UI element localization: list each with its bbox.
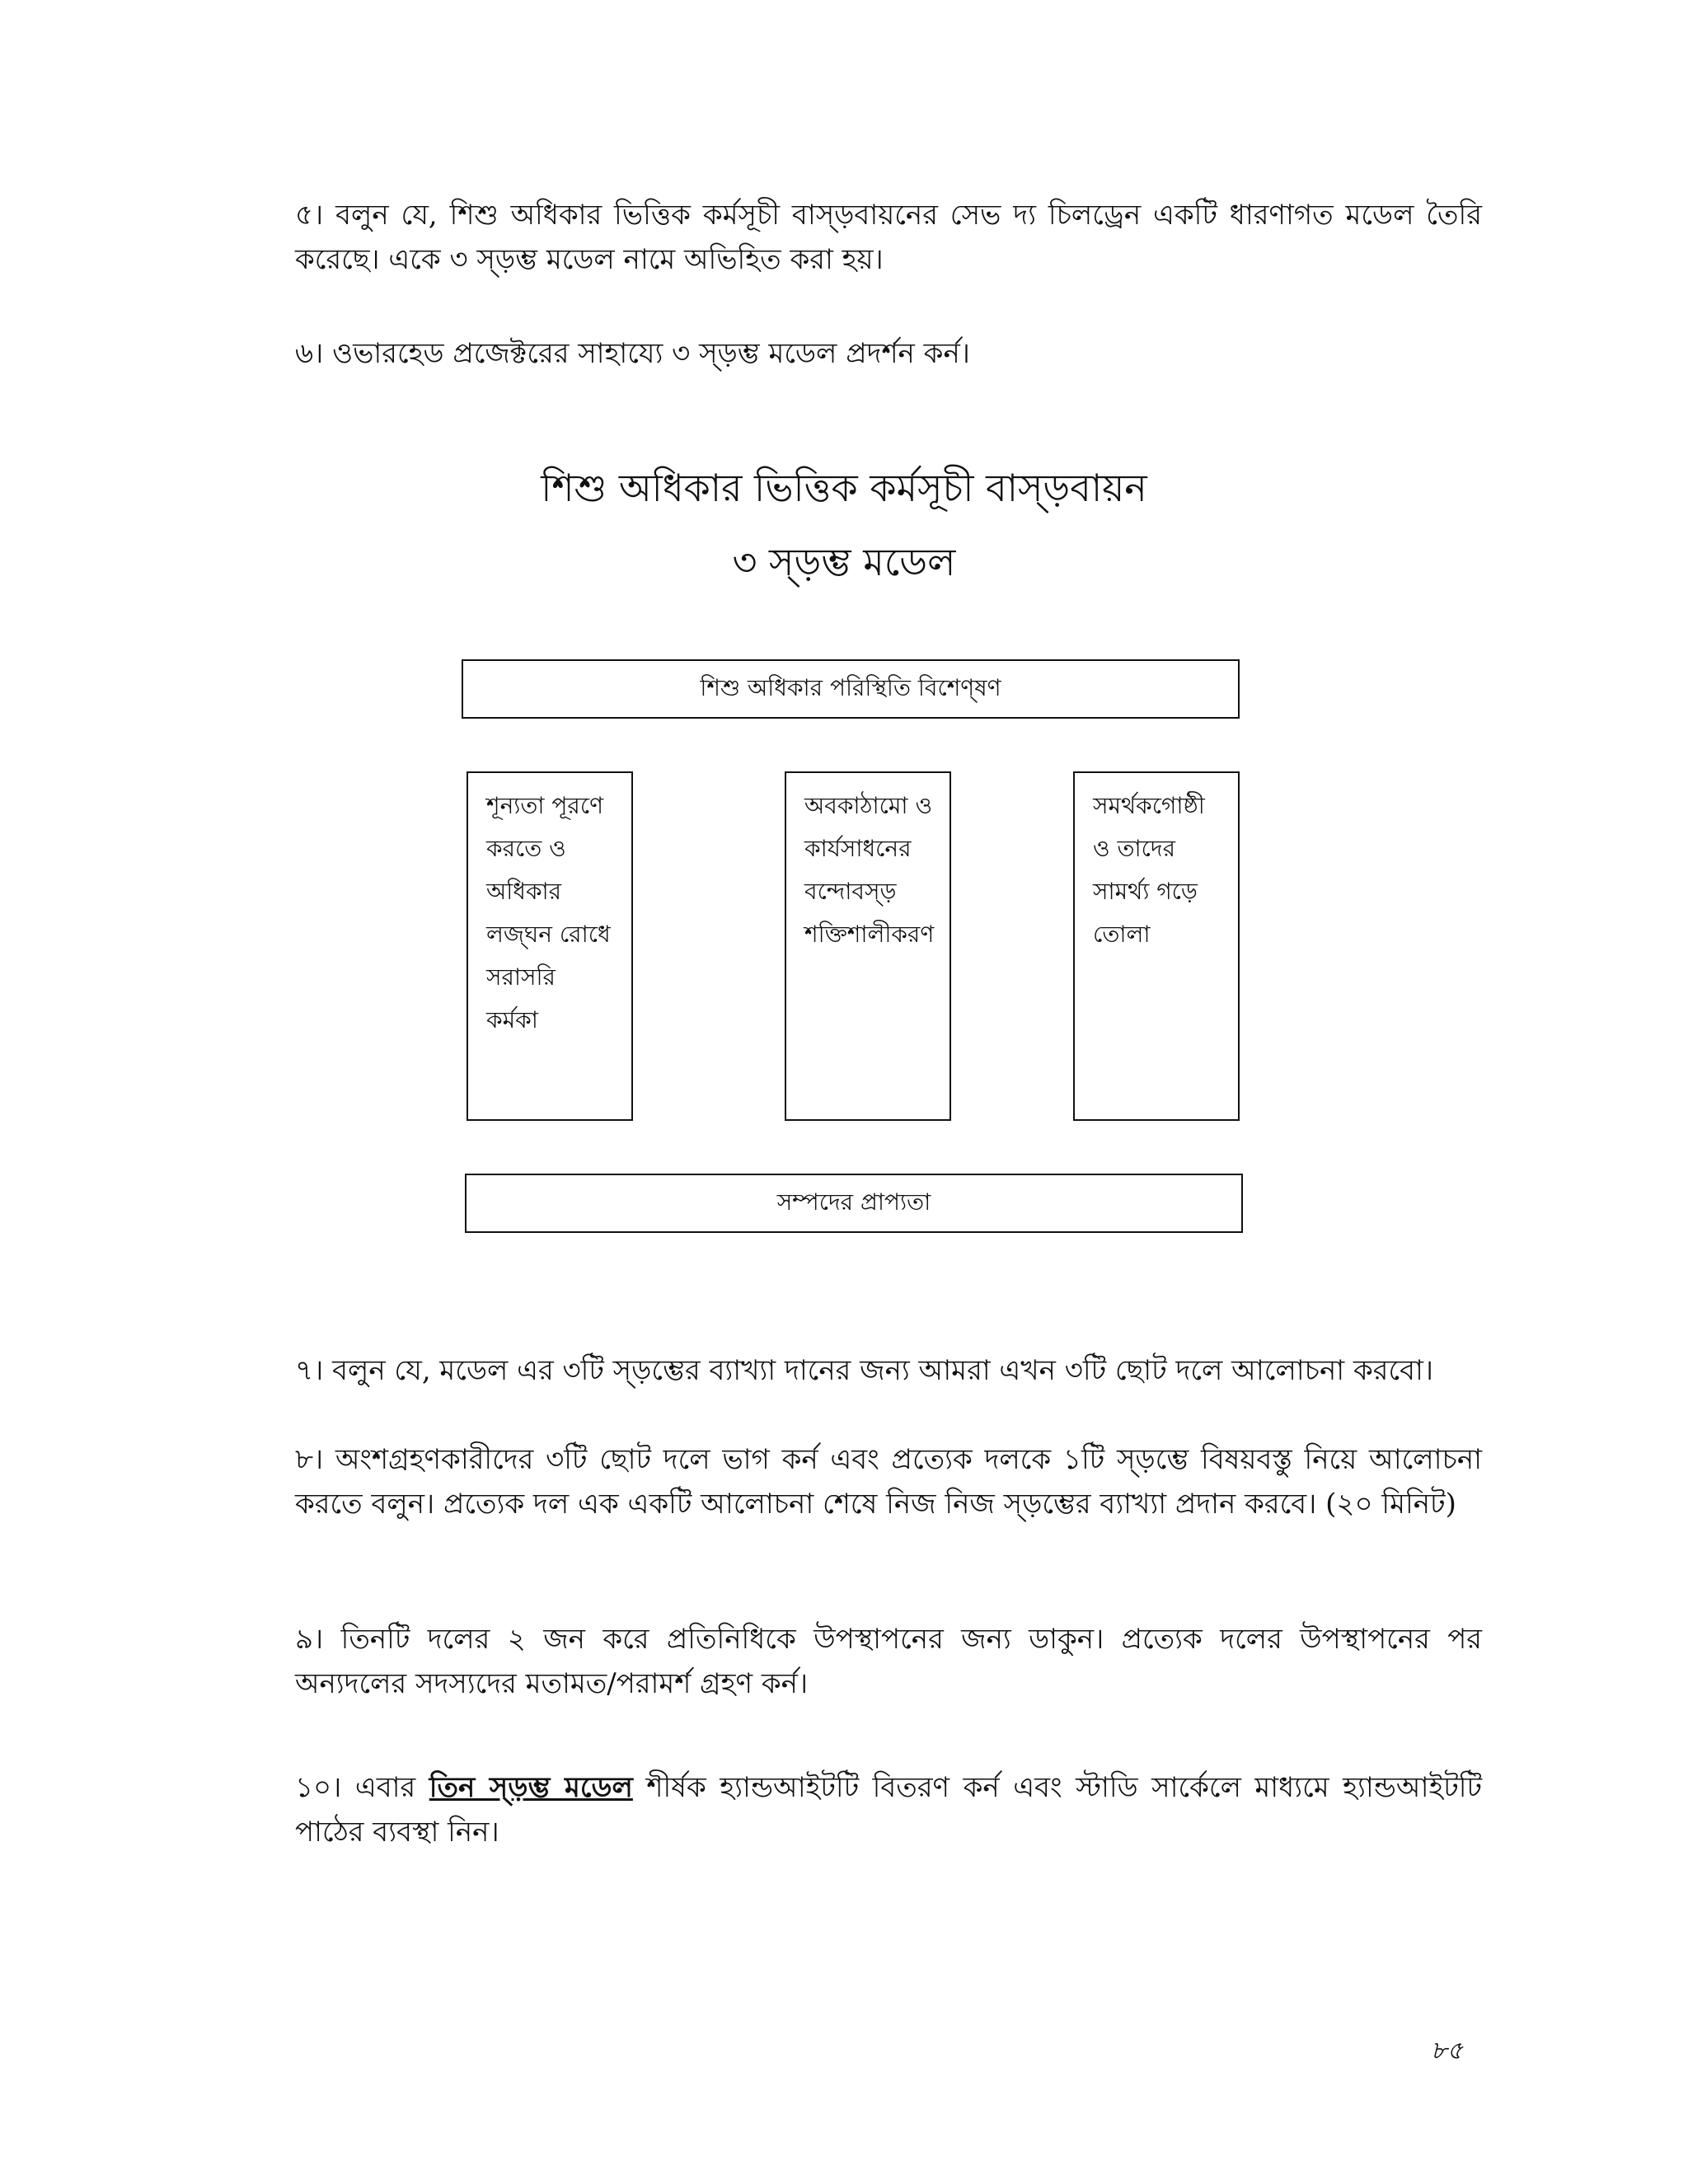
pillar-1-line-3: অধিকার — [486, 878, 562, 905]
diagram-title: শিশু অধিকার ভিত্তিক কর্মসূচী বাস্ড়বায়ন — [541, 466, 1147, 510]
pillar-2-line-2: কার্যসাধনের — [804, 835, 912, 862]
instruction-step-8: ৮। অংশগ্রহণকারীদের ৩টি ছোট দলে ভাগ কর্ন এবং প্রত্যেক দলকে ১টি স্ড়ম্ভে বিষয়বস্তু নিয়ে আলোচনা করতে বলুন। প্রত্যেক দল এক একটি আলোচনা শেষে নিজ নিজ স্ড়ম্ভের ব্যাখ্যা প্রদান করবে। (২০ মিনিট) — [295, 1443, 1482, 1521]
instruction-step-5: ৫। বলুন যে, শিশু অধিকার ভিত্তিক কর্মসূচী বাস্ড়বায়নের সেভ দ্য চিলড্রেন একটি ধারণাগত মডেল তৈরি করেছে। একে ৩ স্ড়ম্ভ মডেল নামে অভিহিত করা হয়। — [295, 199, 1482, 276]
pillar-3-line-2: ও তাদের — [1093, 835, 1176, 862]
resource-availability-label: সম্পদের প্রাপ্যতা — [776, 1188, 931, 1216]
step-10-suffix: শীর্ষক হ্যান্ডআইটটি বিতরণ কর্ন এবং স্টাডি সার্কেলে মাধ্যমে হ্যান্ডআইটটি পাঠের ব্যবস্থা নিন। — [295, 1771, 1482, 1849]
three-pillar-model-emphasis: তিন স্ড়ম্ভ মডেল — [429, 1771, 633, 1804]
pillar-3-line-4: তোলা — [1093, 921, 1151, 948]
pillar-2-line-4: শক্তিশালীকরণ — [804, 921, 935, 948]
instruction-step-9: ৯। তিনটি দলের ২ জন করে প্রতিনিধিকে উপস্থাপনের জন্য ডাকুন। প্রত্যেক দলের উপস্থাপনের পর অন্যদলের সদস্যদের মতামত/পরামর্শ গ্রহণ কর্ন। — [295, 1623, 1482, 1700]
pillar-direct-action — [467, 771, 633, 1121]
instruction-step-10 — [295, 1765, 1482, 1854]
step-10-prefix: ১০। এবার — [295, 1771, 429, 1804]
situation-analysis-label: শিশু অধিকার পরিস্থিতি বিশেণ্ষণ — [700, 673, 1001, 701]
pillar-1-line-6: কর্মকা — [486, 1006, 538, 1033]
pillar-3-line-3: সামর্থ্য গড়ে — [1093, 878, 1198, 905]
instruction-step-7: ৭। বলুন যে, মডেল এর ৩টি স্ড়ম্ভের ব্যাখ্যা দানের জন্য আমরা এখন ৩টি ছোট দলে আলোচনা করবো। — [295, 1354, 1434, 1387]
pillar-1-line-5: সরাসরি — [486, 963, 556, 991]
pillar-1-line-4: লজ্ঘন রোধে — [486, 921, 611, 948]
pillar-1-line-2: করতে ও — [486, 835, 566, 862]
pillar-infrastructure — [785, 771, 951, 1121]
pillar-support-groups — [1073, 771, 1240, 1121]
page-number: ৮৫ — [1431, 2036, 1463, 2065]
instruction-step-6: ৬। ওভারহেড প্রজেক্টরের সাহায্যে ৩ স্ড়ম্ভ মডেল প্রদর্শন কর্ন। — [295, 337, 970, 370]
resource-availability-box — [465, 1174, 1243, 1233]
pillar-2-line-3: বন্দোবস্ড় — [804, 878, 897, 905]
pillar-3-line-1: সমর্থকগোষ্ঠী — [1093, 792, 1205, 819]
pillar-2-line-1: অবকাঠামো ও — [804, 792, 933, 819]
diagram-subtitle: ৩ স্ড়ম্ভ মডেল — [732, 540, 956, 584]
situation-analysis-box — [462, 659, 1240, 719]
pillar-1-line-1: শূন্যতা পূরণে — [486, 792, 604, 819]
